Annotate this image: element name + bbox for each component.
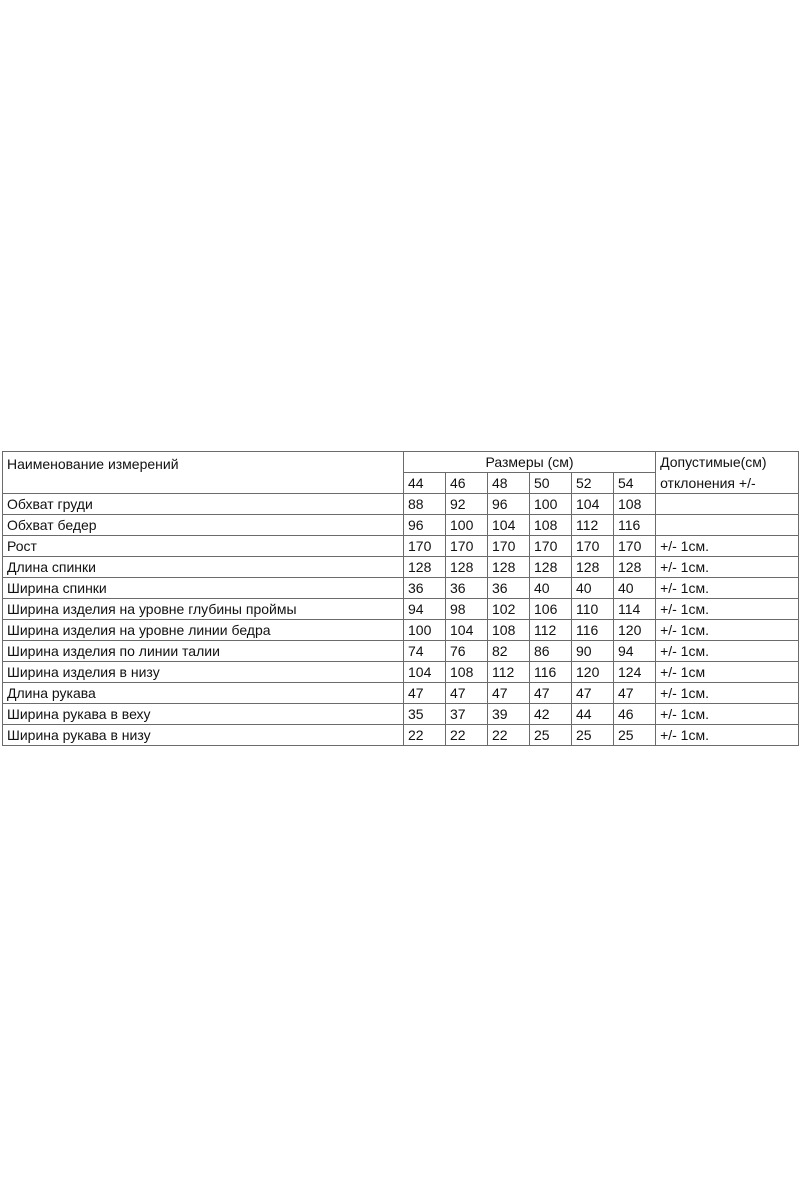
measurement-name-cell: Ширина спинки — [3, 578, 404, 599]
measurement-value-cell: 88 — [404, 494, 446, 515]
measurement-value-cell: 37 — [446, 704, 488, 725]
tolerance-cell: +/- 1см. — [656, 620, 799, 641]
measurement-value-cell: 35 — [404, 704, 446, 725]
tolerance-cell: +/- 1см. — [656, 641, 799, 662]
measurement-value-cell: 128 — [488, 557, 530, 578]
table-row — [3, 683, 799, 704]
measurement-value-cell: 128 — [614, 557, 656, 578]
table-row — [3, 662, 799, 683]
measurement-value-cell: 108 — [488, 620, 530, 641]
measurement-name-cell: Обхват груди — [3, 494, 404, 515]
size-header-cell: 46 — [446, 473, 488, 494]
measurement-value-cell: 86 — [530, 641, 572, 662]
measurement-value-cell: 39 — [488, 704, 530, 725]
table-row — [3, 641, 799, 662]
measurement-value-cell: 116 — [614, 515, 656, 536]
measurement-name-header: Наименование измерений — [3, 452, 404, 494]
measurement-value-cell: 47 — [530, 683, 572, 704]
table-row — [3, 536, 799, 557]
measurement-value-cell: 22 — [446, 725, 488, 746]
measurement-value-cell: 98 — [446, 599, 488, 620]
measurement-value-cell: 94 — [614, 641, 656, 662]
measurement-value-cell: 106 — [530, 599, 572, 620]
measurement-value-cell: 74 — [404, 641, 446, 662]
table-row — [3, 620, 799, 641]
tolerance-cell: +/- 1см. — [656, 536, 799, 557]
measurement-name-cell: Ширина рукава в низу — [3, 725, 404, 746]
measurement-value-cell: 108 — [530, 515, 572, 536]
measurement-value-cell: 108 — [614, 494, 656, 515]
measurement-value-cell: 46 — [614, 704, 656, 725]
measurement-value-cell: 92 — [446, 494, 488, 515]
measurement-value-cell: 114 — [614, 599, 656, 620]
measurement-value-cell: 170 — [614, 536, 656, 557]
tolerance-cell — [656, 515, 799, 536]
tolerance-header: Допустимые(см) — [656, 452, 799, 473]
measurement-value-cell: 94 — [404, 599, 446, 620]
measurement-value-cell: 47 — [614, 683, 656, 704]
measurement-value-cell: 76 — [446, 641, 488, 662]
size-header-cell: 50 — [530, 473, 572, 494]
table-row — [3, 599, 799, 620]
measurement-name-cell: Ширина изделия в низу — [3, 662, 404, 683]
size-chart-table — [2, 451, 799, 746]
measurement-value-cell: 82 — [488, 641, 530, 662]
measurement-value-cell: 170 — [404, 536, 446, 557]
measurement-value-cell: 116 — [530, 662, 572, 683]
measurement-value-cell: 25 — [572, 725, 614, 746]
measurement-value-cell: 96 — [488, 494, 530, 515]
measurement-value-cell: 36 — [488, 578, 530, 599]
measurement-name-cell: Обхват бедер — [3, 515, 404, 536]
measurement-value-cell: 102 — [488, 599, 530, 620]
measurement-value-cell: 36 — [446, 578, 488, 599]
measurement-value-cell: 42 — [530, 704, 572, 725]
measurement-name-cell: Рост — [3, 536, 404, 557]
measurement-value-cell: 47 — [572, 683, 614, 704]
measurement-value-cell: 36 — [404, 578, 446, 599]
tolerance-cell: +/- 1см. — [656, 704, 799, 725]
table-row — [3, 494, 799, 515]
tolerance-header-subtitle: отклонения +/- — [656, 473, 799, 494]
measurement-value-cell: 100 — [404, 620, 446, 641]
measurement-value-cell: 104 — [488, 515, 530, 536]
measurement-value-cell: 112 — [488, 662, 530, 683]
measurement-name-cell: Ширина изделия на уровне линии бедра — [3, 620, 404, 641]
measurement-value-cell: 100 — [530, 494, 572, 515]
measurement-value-cell: 104 — [446, 620, 488, 641]
measurement-value-cell: 120 — [572, 662, 614, 683]
measurement-value-cell: 170 — [488, 536, 530, 557]
measurement-value-cell: 128 — [404, 557, 446, 578]
size-header-cell: 52 — [572, 473, 614, 494]
header-row-1 — [3, 452, 799, 473]
tolerance-cell: +/- 1см. — [656, 557, 799, 578]
sizes-header: Размеры (см) — [404, 452, 656, 473]
measurement-value-cell: 112 — [572, 515, 614, 536]
measurement-value-cell: 104 — [404, 662, 446, 683]
measurement-value-cell: 170 — [446, 536, 488, 557]
table-row — [3, 515, 799, 536]
measurement-value-cell: 128 — [530, 557, 572, 578]
measurement-value-cell: 25 — [530, 725, 572, 746]
measurement-value-cell: 128 — [572, 557, 614, 578]
measurement-value-cell: 170 — [572, 536, 614, 557]
measurement-name-cell: Ширина рукава в веху — [3, 704, 404, 725]
measurement-value-cell: 120 — [614, 620, 656, 641]
tolerance-cell: +/- 1см — [656, 662, 799, 683]
measurement-value-cell: 90 — [572, 641, 614, 662]
measurement-value-cell: 112 — [530, 620, 572, 641]
measurement-value-cell: 128 — [446, 557, 488, 578]
tolerance-cell — [656, 494, 799, 515]
measurement-value-cell: 47 — [404, 683, 446, 704]
measurement-value-cell: 100 — [446, 515, 488, 536]
size-header-cell: 54 — [614, 473, 656, 494]
measurement-value-cell: 116 — [572, 620, 614, 641]
measurement-value-cell: 40 — [530, 578, 572, 599]
tolerance-cell: +/- 1см. — [656, 725, 799, 746]
measurement-name-cell: Ширина изделия по линии талии — [3, 641, 404, 662]
measurement-value-cell: 22 — [488, 725, 530, 746]
tolerance-cell: +/- 1см. — [656, 599, 799, 620]
measurement-value-cell: 25 — [614, 725, 656, 746]
table-row — [3, 578, 799, 599]
measurement-value-cell: 22 — [404, 725, 446, 746]
measurement-value-cell: 40 — [572, 578, 614, 599]
measurement-value-cell: 104 — [572, 494, 614, 515]
measurement-value-cell: 110 — [572, 599, 614, 620]
measurement-value-cell: 40 — [614, 578, 656, 599]
measurement-value-cell: 124 — [614, 662, 656, 683]
table-row — [3, 725, 799, 746]
table-row — [3, 557, 799, 578]
measurement-value-cell: 96 — [404, 515, 446, 536]
measurement-value-cell: 44 — [572, 704, 614, 725]
size-header-cell: 44 — [404, 473, 446, 494]
measurement-name-cell: Длина спинки — [3, 557, 404, 578]
table-body — [3, 452, 799, 746]
tolerance-cell: +/- 1см. — [656, 683, 799, 704]
measurement-value-cell: 47 — [446, 683, 488, 704]
table-row — [3, 704, 799, 725]
measurement-value-cell: 108 — [446, 662, 488, 683]
measurement-value-cell: 47 — [488, 683, 530, 704]
measurement-name-cell: Ширина изделия на уровне глубины проймы — [3, 599, 404, 620]
size-header-cell: 48 — [488, 473, 530, 494]
tolerance-cell: +/- 1см. — [656, 578, 799, 599]
measurement-value-cell: 170 — [530, 536, 572, 557]
measurement-name-cell: Длина рукава — [3, 683, 404, 704]
